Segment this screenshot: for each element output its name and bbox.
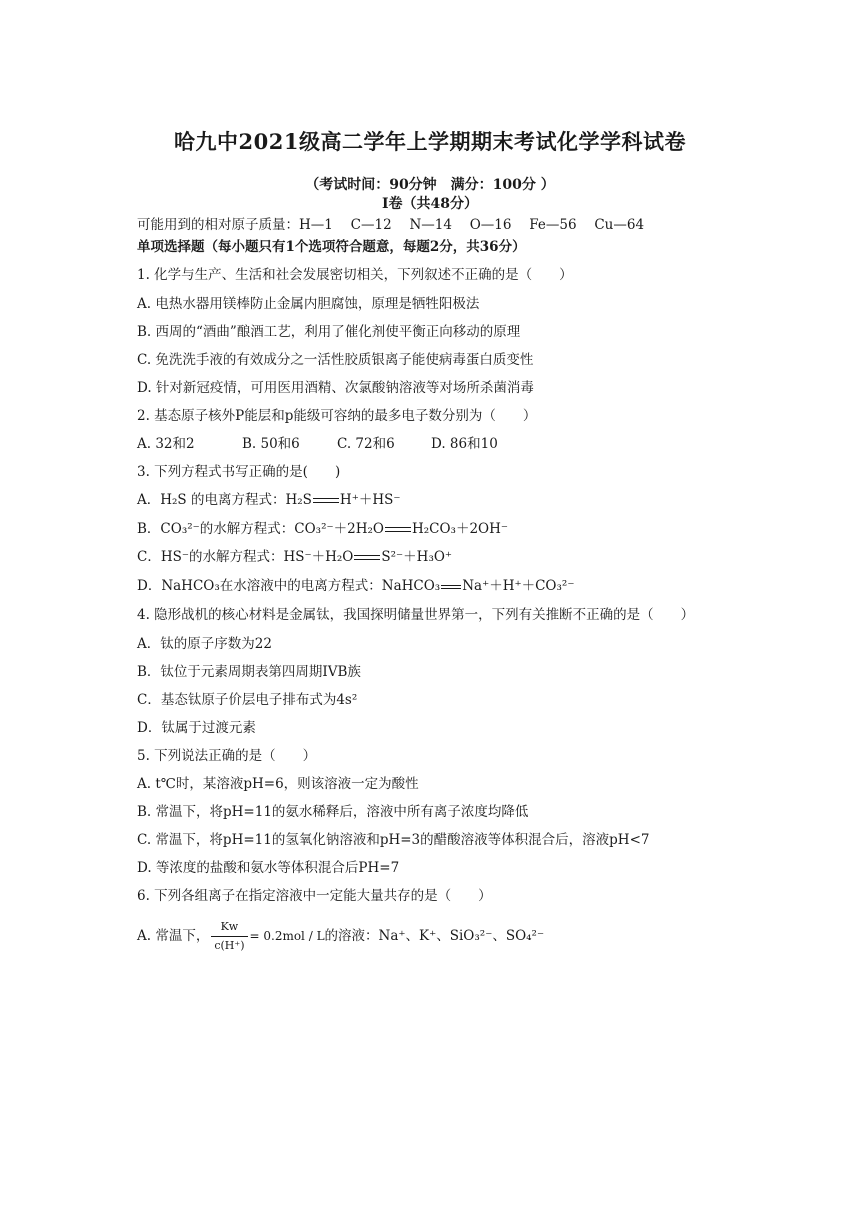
option-a-suffix: H⁺＋HS⁻: [339, 492, 401, 508]
equals-sign-icon: [441, 584, 461, 590]
exam-title: 哈九中2021级高二学年上学期期末考试化学学科试卷: [174, 129, 686, 154]
section-heading: 单项选择题（每小题只有1个选项符合题意，每题2分，共36分）: [137, 239, 526, 255]
question-1-stem: 1. 化学与生产、生活和社会发展密切相关，下列叙述不正确的是（ ）: [137, 267, 573, 283]
option-b-suffix: H₂CO₃＋2OH⁻: [411, 521, 509, 537]
question-1-option-a: A. 电热水器用镁棒防止金属内胆腐蚀，原理是牺牲阳极法: [137, 296, 480, 312]
question-6-option-a: [137, 918, 544, 955]
question-5-option-b: B. 常温下，将pH=11的氨水稀释后，溶液中所有离子浓度均降低: [137, 804, 529, 820]
question-5-option-c: C. 常温下，将pH=11的氢氧化钠溶液和pH=3的醋酸溶液等体积混合后，溶液pH<7: [137, 832, 650, 848]
question-3-stem: 3. 下列方程式书写正确的是( ): [137, 464, 341, 480]
question-2-option-b: B. 50和6: [242, 436, 300, 452]
question-4-option-c: C．基态钛原子价层电子排布式为4s²: [137, 692, 358, 708]
option-d-suffix: Na⁺＋H⁺＋CO₃²⁻: [462, 578, 575, 594]
question-5-option-d: D. 等浓度的盐酸和氨水等体积混合后PH=7: [137, 860, 400, 876]
kw-fraction: [211, 918, 247, 955]
question-3-option-b: [137, 520, 508, 538]
option-c-prefix: C．HS⁻的水解方程式：HS⁻＋H₂O: [137, 549, 354, 565]
option-c-suffix: S²⁻＋H₃O⁺: [381, 549, 453, 565]
reversible-arrow-icon: [385, 526, 411, 534]
fraction-denominator: c(H⁺): [214, 939, 245, 952]
question-2-stem: 2. 基态原子核外P能层和p能级可容纳的最多电子数分别为（ ）: [137, 408, 537, 424]
option-d-prefix: D．NaHCO₃在水溶液中的电离方程式：NaHCO₃: [137, 578, 441, 594]
exam-subtitle: （考试时间：90分钟 满分：100分 ）: [305, 177, 555, 193]
question-6-stem: 6. 下列各组离子在指定溶液中一定能大量共存的是（ ）: [137, 888, 492, 904]
fraction-numerator: Kw: [211, 918, 247, 937]
question-3-option-d: [137, 577, 574, 595]
reversible-arrow-icon: [313, 497, 339, 505]
part-heading: I卷（共48分）: [381, 196, 479, 212]
question-2-option-a: A. 32和2: [137, 436, 195, 452]
question-4-stem: 4. 隐形战机的核心材料是金属钛，我国探明储量世界第一，下列有关推断不正确的是（ ）: [137, 607, 695, 623]
question-2-option-c: C. 72和6: [337, 436, 395, 452]
question-5-option-a: A. t℃时，某溶液pH=6，则该溶液一定为酸性: [137, 776, 419, 792]
option-a-suffix: 的溶液：Na⁺、K⁺、SiO₃²⁻、SO₄²⁻: [324, 928, 545, 944]
question-2-option-d: D. 86和10: [431, 436, 498, 452]
question-1-option-b: B. 西周的“酒曲”酿酒工艺，利用了催化剂使平衡正向移动的原理: [137, 324, 521, 340]
option-a-prefix: A．H₂S 的电离方程式：H₂S: [137, 492, 312, 508]
question-4-option-a: A．钛的原子序数为22: [137, 636, 272, 652]
question-3-option-c: [137, 548, 452, 566]
fraction-value: = 0.2mol / L: [249, 929, 325, 943]
question-4-option-b: B．钛位于元素周期表第四周期IVB族: [137, 664, 361, 680]
question-4-option-d: D．钛属于过渡元素: [137, 720, 256, 736]
option-a-prefix: A. 常温下，: [137, 928, 210, 944]
atomic-masses: 可能用到的相对原子质量：H—1 C—12 N—14 O—16 Fe—56 Cu—64: [137, 217, 645, 233]
option-b-prefix: B．CO₃²⁻的水解方程式：CO₃²⁻＋2H₂O: [137, 521, 384, 537]
question-1-option-d: D. 针对新冠疫情，可用医用酒精、次氯酸钠溶液等对场所杀菌消毒: [137, 380, 534, 396]
reversible-arrow-icon: [354, 554, 380, 562]
question-3-option-a: [137, 491, 400, 509]
question-1-option-c: C. 免洗洗手液的有效成分之一活性胶质银离子能使病毒蛋白质变性: [137, 352, 534, 368]
question-5-stem: 5. 下列说法正确的是（ ）: [137, 748, 317, 764]
